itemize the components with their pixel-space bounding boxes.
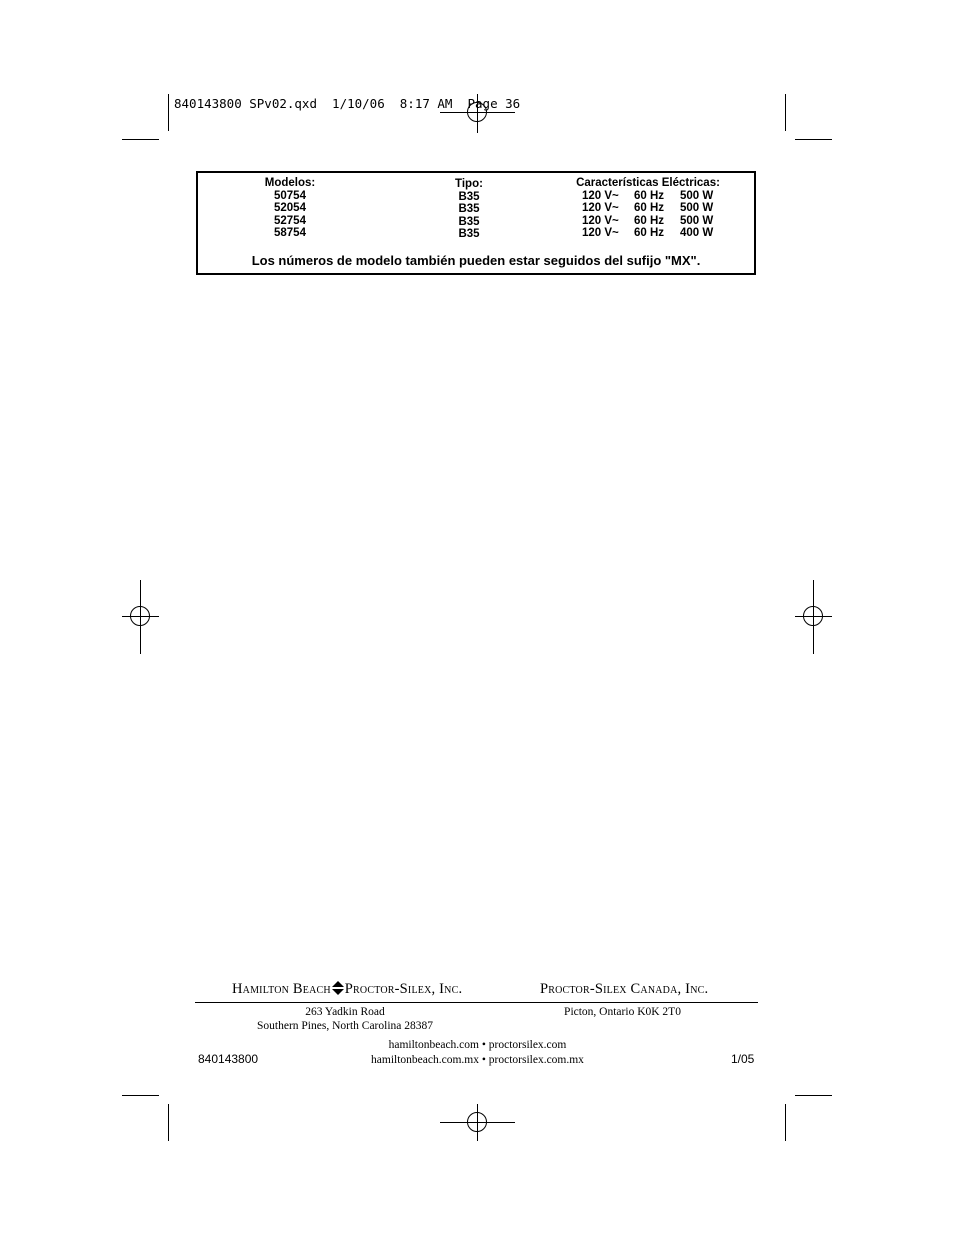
electrical-row — [563, 215, 733, 228]
electrical-row — [563, 190, 733, 203]
model-number: 50754 — [274, 189, 306, 202]
website-line: hamiltonbeach.com • proctorsilex.com — [388, 1039, 567, 1051]
frequency: 60 Hz — [634, 189, 665, 202]
website-line: hamiltonbeach.com.mx • proctorsilex.com.mx — [371, 1054, 584, 1066]
voltage: 120 V~ — [582, 214, 619, 227]
crop-mark — [122, 139, 159, 140]
crop-mark — [795, 1095, 832, 1096]
type-value: B35 — [458, 203, 480, 215]
print-slug: 840143800 SPv02.qxd 1/10/06 8:17 AM Page 36 — [174, 96, 521, 111]
crop-mark — [122, 1095, 159, 1096]
footer-divider — [195, 1002, 758, 1003]
electrical-header: Características Eléctricas: — [576, 177, 720, 189]
crop-mark — [795, 139, 832, 140]
websites — [330, 1038, 625, 1068]
type-value: B35 — [458, 228, 480, 240]
brand-name-part: Proctor-Silex, Inc. — [344, 981, 463, 997]
type-value: B35 — [458, 215, 480, 228]
crop-mark — [168, 94, 169, 131]
electrical-column — [563, 177, 733, 240]
crop-mark — [785, 1104, 786, 1141]
suffix-note: Los números de modelo también pueden estar seguidos del sufijo "MX". — [251, 253, 701, 268]
frequency: 60 Hz — [634, 202, 665, 214]
date-code: 1/05 — [731, 1052, 755, 1066]
brand-hamilton-beach-proctor-silex — [232, 981, 462, 998]
brand-logo-icon — [331, 981, 345, 997]
type-column — [429, 178, 509, 241]
specifications-box — [196, 171, 756, 275]
part-number: 840143800 — [198, 1052, 259, 1066]
brand-name-part: Hamilton Beach — [232, 981, 331, 997]
model-number: 58754 — [274, 227, 306, 239]
voltage: 120 V~ — [582, 189, 619, 202]
type-value: B35 — [458, 190, 480, 203]
voltage: 120 V~ — [582, 202, 619, 214]
frequency: 60 Hz — [634, 227, 665, 239]
registration-mark-icon — [130, 606, 150, 626]
address-us — [230, 1005, 460, 1033]
registration-mark-icon — [803, 606, 823, 626]
electrical-row — [563, 202, 733, 215]
brand-proctor-silex-canada: Proctor-Silex Canada, Inc. — [540, 981, 709, 997]
frequency: 60 Hz — [634, 214, 665, 227]
address-line: Southern Pines, North Carolina 28387 — [257, 1020, 433, 1032]
address-canada: Picton, Ontario K0K 2T0 — [564, 1006, 681, 1018]
models-column — [250, 177, 330, 240]
electrical-row — [563, 227, 733, 240]
power: 400 W — [680, 227, 714, 239]
type-header: Tipo: — [455, 178, 483, 190]
models-header: Modelos: — [264, 177, 316, 189]
crop-mark — [785, 94, 786, 131]
registration-mark-icon — [467, 1112, 487, 1132]
power: 500 W — [680, 202, 714, 214]
power: 500 W — [680, 189, 714, 202]
crop-mark — [168, 1104, 169, 1141]
power: 500 W — [680, 214, 714, 227]
address-line: 263 Yadkin Road — [305, 1006, 385, 1018]
model-number: 52754 — [274, 214, 306, 227]
model-number: 52054 — [274, 202, 306, 214]
voltage: 120 V~ — [582, 227, 619, 239]
